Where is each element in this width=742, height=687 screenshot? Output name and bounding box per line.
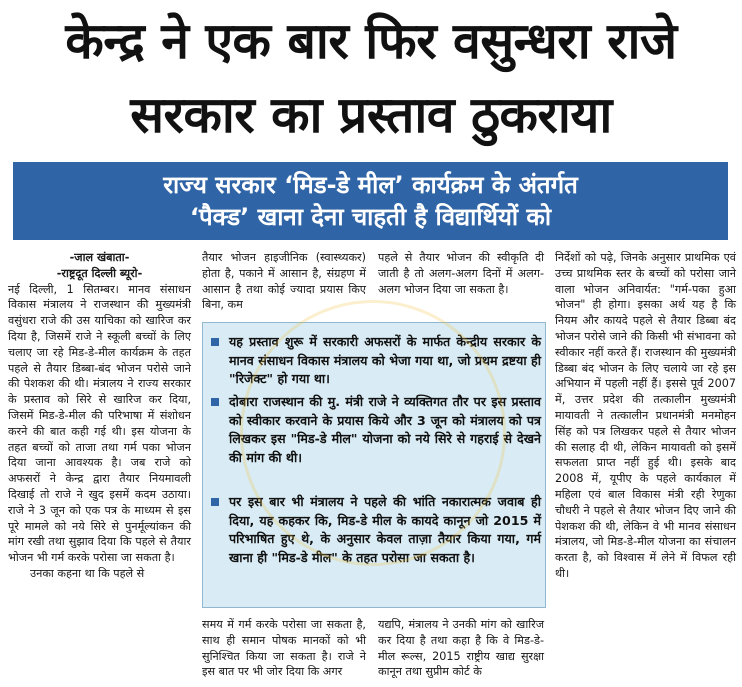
article-column-3-bottom: यद्यपि, मंत्रालय ने उनकी मांग को खारिज कर दिया है तथा कहा है कि वे मिड-डे-मील रूल्स, 2015 राष्ट्रीय खाद्य सुरक्षा कानून तथा सुप्रीम कोर्ट के [378,618,544,679]
subhead-line-2: ‘पैक्ड’ खाना देना चाहती है विद्यार्थियों को [189,203,552,231]
highlight-box [202,322,546,608]
article-column-1 [8,250,191,582]
subhead-banner [13,162,728,240]
article-column-2-top: तैयार भोजन हाइजीनिक (स्वास्थ्यकर) होता है, पकाने में आसान है, संग्रहण में आसान है तथा कोई ज्यादा प्रयास किए बिना, कम [202,251,366,312]
article-column-4: निर्देशों को पढ़े, जिनके अनुसार प्राथमिक एवं उच्च प्राथमिक स्तर के बच्चों को परोसा जाने वाला भोजन अनिवार्यत: "गर्म-पका हुआ भोजन" ही होगा। इसका अर्थ यह है कि नियम और कायदे पहले से तैयार डिब्बा बंद भोजन परोसे जाने की किसी भी संभावना को स्वीकार नहीं करते हैं। राजस्थान की मुख्यमंत्री डिब्बा बंद भोजन के लिए चलाये जा रहे इस अभियान में पहली नहीं हैं। इससे पूर्व 2007 में, उत्तर प्रदेश की तत्कालीन मुख्यमंत्री मायावती ने तत्कालीन प्रधानमंत्री मनमोहन सिंह को पत्र लिखकर पहले से तैयार भोजन की सलाह दी थी, लेकिन मायावती को इसमें सफलता प्राप्त नहीं हुई थी। इसके बाद 2008 में, यूपीए के पहले कार्यकाल में महिला एवं बाल विकास मंत्री रही रेणुका चौधरी ने पहले से तैयार भोजन दिए जाने की पेशकश की थी, लेकिन वे भी मानव संसाधन मंत्रालय, जो मिड-डे-मील योजना का संचालन करता है, को विश्वास में लेने में विफल रही थी। [555,251,736,580]
bullet-square-icon [211,498,219,506]
column-1-text: नई दिल्ली, 1 सितम्बर। मानव संसाधन विकास मंत्रालय ने राजस्थान की मुख्यमंत्री वसुंधरा राजे की उस याचिका को खारिज कर दिया है, जिसमें राजे ने स्कूली बच्चों के लिए चलाए जा रहे मिड-डे-मील कार्यक्रम के तहत पहले से तैयार डिब्बा-बंद भोजन परोसे जाने की पेशकश की थी। मंत्रालय ने राज्य सरकार के प्रस्ताव को सिरे से खारिज कर दिया, जिसमें मिड-डे-मील की परिभाषा में संशोधन करने की बात कही गई थी। इस योजना के तहत बच्चों को ताजा तथा गर्म पका भोजन दिया जाना आवश्यक है। जब राजे को अफसरों ने केन्द्र द्वारा तैयार नियमावली दिखाई तो राजे ने खुद इसमें कदम उठाया। राजे ने 3 जून को एक पत्र के माध्यम से इस पूरे मामले को नये सिरे से पुनर्मूल्यांकन की मांग रखी तथा सुझाव दिया कि पहले से तैयार भोजन भी गर्म करके परोसा जा सकता है। [8,282,191,565]
highlight-bullet-text: यह प्रस्ताव शुरू में सरकारी अफसरों के मार्फत केन्द्रीय सरकार के मानव संसाधन विकास मंत्रालय को भेजा गया था, जो प्रथम द्रष्टया ही "रिजेक्ट" हो गया था। [229,334,541,386]
byline-author: -जाल खंबाता- [69,251,130,264]
byline-bureau: -राष्ट्रदूत दिल्ली ब्यूरो- [56,266,143,280]
bullet-square-icon [211,338,219,346]
headline [0,0,742,158]
headline-line-1: केन्द्र ने एक बार फिर वसुन्धरा राजे [65,12,677,70]
highlight-bullet-text: पर इस बार भी मंत्रालय ने पहले की भांति नकारात्मक जवाब ही दिया, यह कहकर कि, मिड-डे मील के कायदे कानून जो 2015 में परिभाषित हुए थे, के अनुसार केवल ताज़ा तैयार किया गया, गर्म खाना ही "मिड-डे मील" के तहत परोसा जा सकता है। [229,494,541,565]
article-column-3-top: पहले से तैयार भोजन की स्वीकृति दी जाती है तो अलग-अलग दिनों में अलग-अलग भोजन दिया जा सकता है। [378,251,544,296]
highlight-bullet-text: दोबारा राजस्थान की मु. मंत्री राजे ने व्यक्तिगत तौर पर इस प्रस्ताव को स्वीकार करवाने के प्रयास किये और 3 जून को मंत्रालय को पत्र लिखकर इस "मिड-डे मील" योजना को नये सिरे से गहराई से देखने की मांग की थी। [229,394,541,465]
subhead-line-1: राज्य सरकार ‘मिड-डे मील’ कार्यक्रम के अंतर्गत [163,171,578,199]
column-1-end: उनका कहना था कि पहले से [30,566,145,580]
bullet-square-icon [211,398,219,406]
headline-line-2: सरकार का प्रस्ताव ठुकराया [130,86,612,144]
article-column-2-bottom: समय में गर्म करके परोसा जा सकता है, साथ ही समान पोषक मानकों को भी सुनिश्चित किया जा सकता है। राजे ने इस बात पर भी जोर दिया कि अगर [202,618,366,679]
